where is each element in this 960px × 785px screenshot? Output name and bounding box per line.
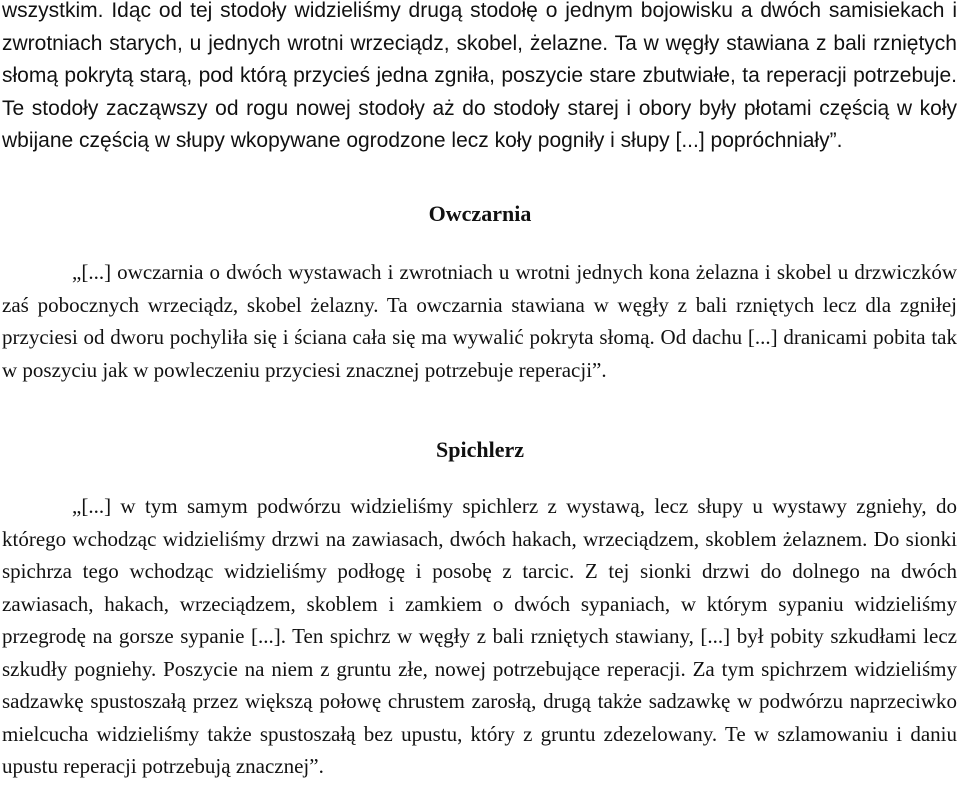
paragraph-stodoly: wszystkim. Idąc od tej stodoły widzieliśmy drugą stodołę o jednym bojowisku a dwóch samisiekach i zwrotniach starych, u jednych wrotni wrzeciądz, skobel, żelazne. Ta w węgły stawiana z bali rzniętych słomą pokrytą starą, pod którą przycieś jedna zgniła, poszycie stare zbutwiałe, ta reperacji potrzebuje. Te stodoły zacząwszy od rogu nowej stodoły aż do stodoły starej i obory były płotami częścią w koły wbijane częścią w słupy wkopywane ogrodzone lecz koły pogniły i słupy [...] popróchniały”. <box>2 0 957 152</box>
paragraph-owczarnia-text: „[...] owczarnia o dwóch wystawach i zwrotniach u wrotni jednych kona żelazna i skobel u drzwiczków zaś pobocznych wrzeciądz, skobel żelazny. Ta owczarnia stawiana w węgły z bali rzniętych lecz dla zgniłej przyciesi od dworu pochyliła się i ściana cała się ma wywalić pokryta słomą. Od dachu [...] dranicami pobita tak w poszyciu jak w powleczeniu przyciesi znacznej potrzebuje reperacji”. <box>2 260 957 382</box>
paragraph-spichlerz <box>2 490 957 783</box>
paragraph-spichlerz-text: „[...] w tym samym podwórzu widzieliśmy spichlerz z wystawą, lecz słupy u wystawy zgniehy, do którego wchodząc widzieliśmy drzwi na zawiasach, dwóch hakach, wrzeciądzem, skoblem żelaznem. Do sionki spichrza tego wchodząc widzieliśmy podłogę i posobę z tarcic. Z tej sionki drzwi do dolnego na dwóch zawiasach, hakach, wrzeciądzem, skoblem i zamkiem o dwóch sypaniach, w którym sypaniu widzieliśmy przegrodę na gorsze sypanie [...]. Ten spichrz w węgły z bali rzniętych stawiany, [...] był pobity szkudłami lecz szkudły pogniehy. Poszycie na niem z gruntu złe, nowej potrzebujące reperacji. Za tym spichrzem widzieliśmy sadzawkę spustoszałą przez większą połowę chrustem zarosłą, drugą także sadzawkę w podwórzu naprzeciwko mielcucha widzieliśmy także spustoszałą bez upustu, który z gruntu zdezelowany. Te w szlamowaniu i daniu upustu reperacji potrzebują znacznej”. <box>2 494 957 778</box>
heading-spichlerz: Spichlerz <box>436 437 524 462</box>
heading-owczarnia: Owczarnia <box>428 201 532 226</box>
paragraph-owczarnia <box>2 256 957 386</box>
